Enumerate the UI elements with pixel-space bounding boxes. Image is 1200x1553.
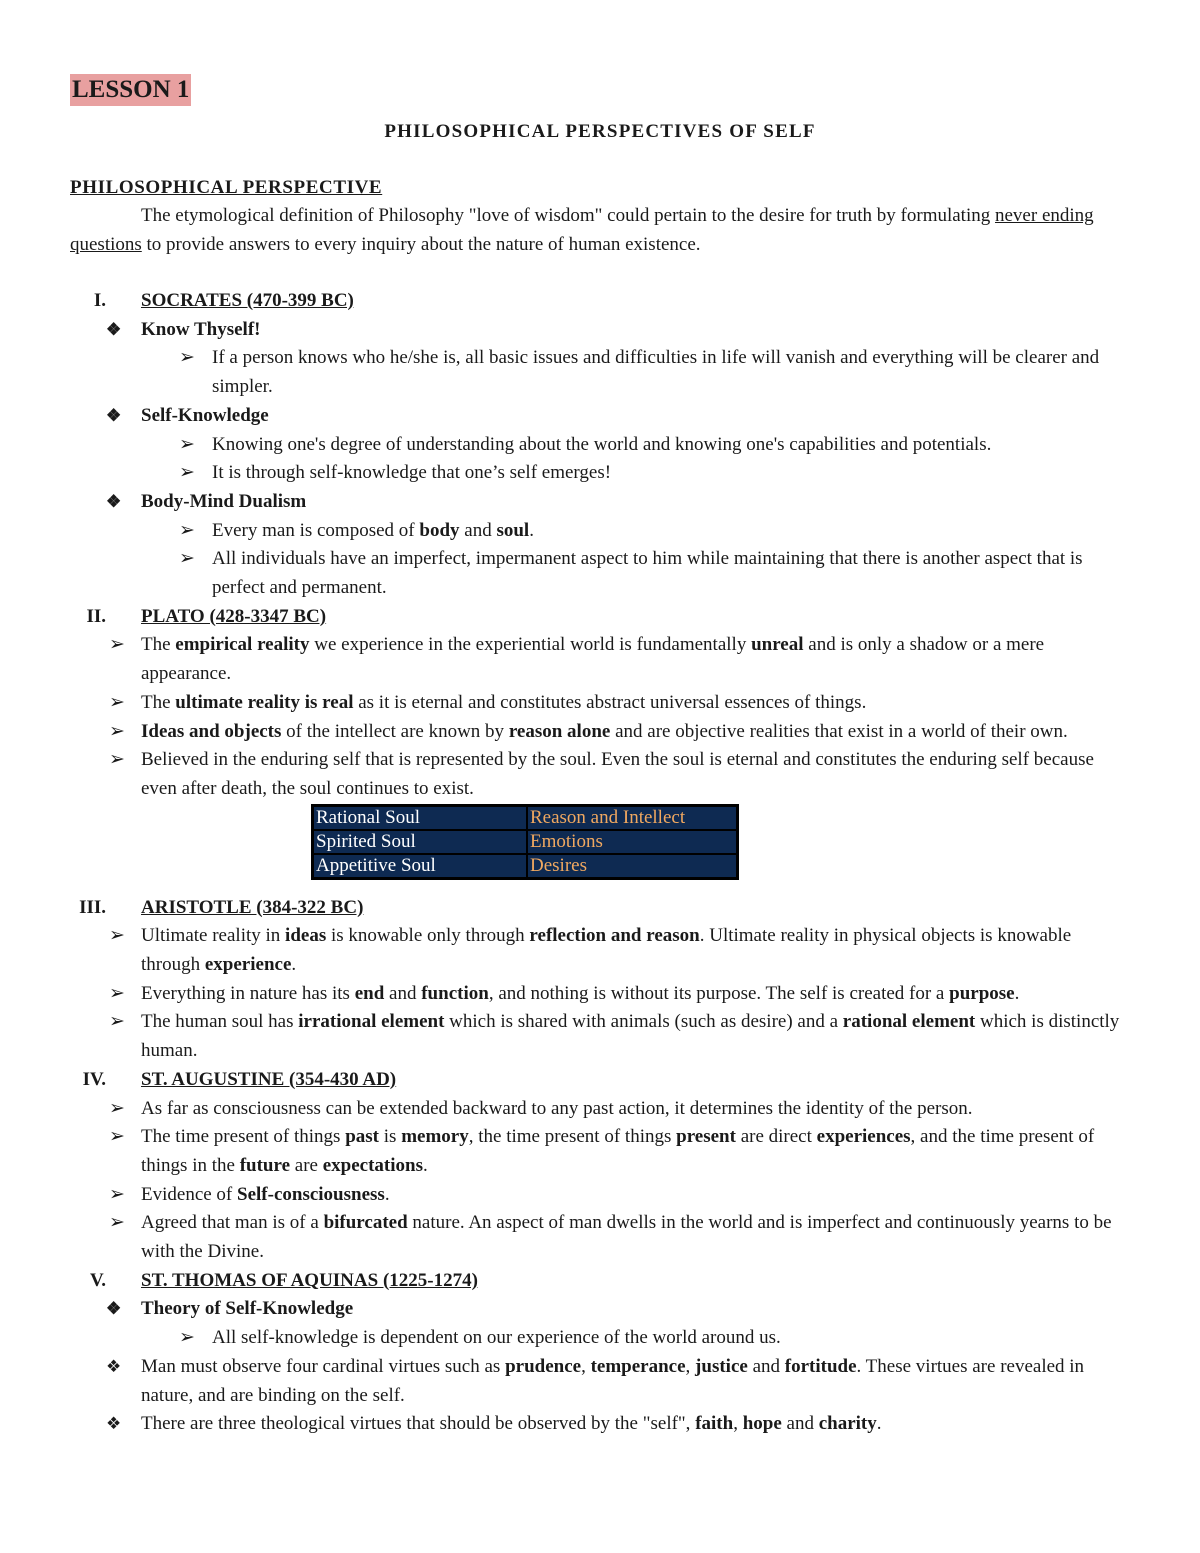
intro-text-2: to provide answers to every inquiry about the nature of human existence. <box>141 233 701 255</box>
bold-text: experience <box>204 954 292 976</box>
section-title: SOCRATES (470-399 BC) <box>141 290 354 311</box>
list-item <box>0 1353 1121 1410</box>
spacer <box>0 880 1200 894</box>
list-item <box>0 718 1121 747</box>
subhead-label: Body-Mind Dualism <box>141 490 307 512</box>
lesson-label: LESSON 1 <box>70 74 191 106</box>
bold-text: fortitude <box>784 1355 857 1377</box>
diamond-bullet-icon: ❖ <box>106 1356 122 1376</box>
bold-text: bifurcated <box>323 1212 408 1234</box>
text-run: , and nothing is without its purpose. The self is created for a <box>488 982 950 1004</box>
section-augustine <box>0 1066 1200 1095</box>
bold-text: hope <box>742 1413 782 1435</box>
text-run: which is shared with animals (such as desire) and a <box>444 1011 843 1033</box>
arrow-bullet-icon: ➢ <box>109 1183 125 1205</box>
text-run: are <box>290 1154 323 1176</box>
list-item-text: All individuals have an imperfect, impermanent aspect to him while maintaining that there is another aspect that is perfect and permanent. <box>212 548 1083 599</box>
bold-text: ultimate reality is real <box>175 691 354 713</box>
arrow-bullet-icon: ➢ <box>109 691 125 713</box>
intro-underlined-text: never ending questions <box>70 205 1094 255</box>
text-run: and <box>459 519 497 541</box>
text-run: Agreed that man is of a <box>141 1212 324 1234</box>
arrow-bullet-icon: ➢ <box>109 634 125 656</box>
subhead-item <box>0 402 1121 431</box>
bold-text: purpose <box>949 982 1015 1004</box>
list-item-text: As far as consciousness can be extended backward to any past action, it determines the identity of the person. <box>141 1097 973 1119</box>
text-run: . <box>422 1154 428 1176</box>
table-row <box>313 830 738 854</box>
table-cell: Reason and Intellect <box>527 805 738 830</box>
list-item <box>0 689 1121 718</box>
content <box>0 287 1200 1439</box>
text-run: There are three theological virtues that should be observed by the "self", <box>141 1413 696 1435</box>
bold-text: temperance <box>590 1355 686 1377</box>
text-run: and is only a shadow or a mere appearance. <box>141 634 1045 685</box>
bold-text: end <box>354 982 385 1004</box>
text-run: . <box>876 1413 882 1435</box>
bold-text: future <box>239 1154 291 1176</box>
text-run: The time present of things <box>141 1126 346 1148</box>
text-run: we experience in the experiential world is fundamentally <box>309 634 752 656</box>
intro-paragraph <box>70 202 1120 259</box>
text-run: Every man is composed of <box>212 519 420 541</box>
text-run: The human soul has <box>141 1011 299 1033</box>
diamond-bullet-icon: ❖ <box>106 405 122 425</box>
text-run: is <box>379 1126 402 1148</box>
arrow-bullet-icon: ➢ <box>179 548 195 570</box>
section-title: PLATO (428-3347 BC) <box>141 605 327 627</box>
table-cell: Desires <box>527 854 738 879</box>
text-run: Everything in nature has its <box>141 982 355 1004</box>
text-run: are direct <box>735 1126 817 1148</box>
arrow-bullet-icon: ➢ <box>179 347 195 369</box>
list-item <box>0 344 1122 401</box>
section-socrates <box>0 287 1200 316</box>
section-number: V. <box>89 1269 106 1291</box>
arrow-bullet-icon: ➢ <box>109 1126 125 1148</box>
section-aristotle <box>0 894 1200 923</box>
list-item <box>0 459 1122 488</box>
arrow-bullet-icon: ➢ <box>109 1212 125 1234</box>
list-item <box>0 1324 1122 1353</box>
text-run: . Ultimate reality in physical objects is knowable through <box>141 925 1072 976</box>
list-item <box>0 1209 1121 1266</box>
bold-text: empirical reality <box>175 634 310 656</box>
list-item <box>0 545 1122 602</box>
text-run: The <box>141 634 176 656</box>
text-run: as it is eternal and constitutes abstract universal essences of things. <box>353 691 867 713</box>
bold-text: rational element <box>842 1011 976 1033</box>
text-run: of the intellect are known by <box>281 720 509 742</box>
text-run: and <box>384 982 422 1004</box>
list-item <box>0 746 1121 803</box>
diamond-bullet-icon: ❖ <box>106 1299 122 1319</box>
text-run: and are objective realities that exist in a world of their own. <box>610 720 1068 742</box>
text-run: nature. An aspect of man dwells in the world and is imperfect and continuously yearns to be with the Divine. <box>141 1212 1112 1263</box>
subhead-label: Know Thyself! <box>141 318 261 340</box>
text-run: , <box>733 1413 743 1435</box>
arrow-bullet-icon: ➢ <box>109 1097 125 1119</box>
list-item <box>0 517 1122 546</box>
bold-text: irrational element <box>298 1011 445 1033</box>
text-run: The <box>141 691 176 713</box>
bold-text: past <box>345 1126 380 1148</box>
arrow-bullet-icon: ➢ <box>179 1327 195 1349</box>
table-row <box>313 854 738 879</box>
section-number: IV. <box>82 1068 106 1090</box>
subhead-item <box>0 316 1121 345</box>
arrow-bullet-icon: ➢ <box>109 749 125 771</box>
bold-text: expectations <box>322 1154 423 1176</box>
text-run: which is distinctly human. <box>141 1011 1120 1062</box>
text-run: Ultimate reality in <box>141 925 286 947</box>
subhead-item <box>0 1295 1121 1324</box>
bold-text: soul <box>496 519 530 541</box>
diamond-bullet-icon: ❖ <box>106 319 122 339</box>
diamond-bullet-icon: ❖ <box>106 491 122 511</box>
soul-table <box>311 804 739 880</box>
bold-text: unreal <box>751 634 804 656</box>
bold-text: function <box>421 982 489 1004</box>
subhead-label: Self-Knowledge <box>141 404 269 426</box>
text-run: . <box>1014 982 1020 1004</box>
list-item-text: All self-knowledge is dependent on our experience of the world around us. <box>212 1327 781 1349</box>
section-plato <box>0 603 1200 632</box>
text-run: Man must observe four cardinal virtues such as <box>141 1355 506 1377</box>
table-cell: Appetitive Soul <box>313 854 528 879</box>
bold-text: experiences <box>816 1126 911 1148</box>
bold-text: charity <box>818 1413 877 1435</box>
arrow-bullet-icon: ➢ <box>179 462 195 484</box>
text-run: is knowable only through <box>326 925 530 947</box>
table-cell: Spirited Soul <box>313 830 528 854</box>
section-number: III. <box>79 896 106 918</box>
list-item <box>0 922 1121 979</box>
text-run: Evidence of <box>141 1183 238 1205</box>
list-item <box>0 1181 1121 1210</box>
text-run: . <box>529 519 534 541</box>
bold-text: Ideas and objects <box>141 720 282 742</box>
arrow-bullet-icon: ➢ <box>179 519 195 541</box>
bold-text: justice <box>695 1355 748 1377</box>
arrow-bullet-icon: ➢ <box>109 982 125 1004</box>
bold-text: body <box>419 519 460 541</box>
table-cell: Rational Soul <box>313 805 528 830</box>
section-number: I. <box>93 290 106 311</box>
list-item-text: Knowing one's degree of understanding about the world and knowing one's capabilities and potentials. <box>212 433 992 455</box>
text-run: , the time present of things <box>468 1126 677 1148</box>
section-title: ST. THOMAS OF AQUINAS (1225-1274) <box>141 1269 478 1291</box>
bold-text: prudence <box>505 1355 582 1377</box>
bold-text: faith <box>695 1413 734 1435</box>
bold-text: reason alone <box>508 720 611 742</box>
list-item <box>0 631 1121 688</box>
list-item <box>0 1095 1121 1124</box>
table-cell: Emotions <box>527 830 738 854</box>
arrow-bullet-icon: ➢ <box>109 1011 125 1033</box>
table-row <box>313 805 738 830</box>
text-run: , <box>581 1355 591 1377</box>
section-title: ST. AUGUSTINE (354-430 AD) <box>141 1068 397 1090</box>
list-item-text: Believed in the enduring self that is represented by the soul. Even the soul is eternal and constitutes the enduring self because even after death, the soul continues to exist. <box>141 749 1094 799</box>
bold-text: Self-consciousness <box>237 1183 385 1205</box>
list-item <box>0 1123 1121 1180</box>
intro-text-1: The etymological definition of Philosophy "love of wisdom" could pertain to the desire for truth by formulating <box>141 205 995 226</box>
list-item <box>0 1410 1121 1439</box>
section-aquinas <box>0 1267 1200 1296</box>
bold-text: memory <box>401 1126 469 1148</box>
section-number: II. <box>86 605 106 627</box>
text-run: and <box>781 1413 819 1435</box>
page-title: PHILOSOPHICAL PERSPECTIVES OF SELF <box>384 121 816 142</box>
list-item <box>0 1008 1121 1065</box>
text-run: , and the time present of things in the <box>141 1126 1095 1176</box>
bold-text: present <box>676 1126 736 1148</box>
list-item <box>0 431 1122 460</box>
arrow-bullet-icon: ➢ <box>179 433 195 455</box>
diamond-bullet-icon: ❖ <box>106 1414 122 1434</box>
text-run: , <box>685 1355 696 1377</box>
arrow-bullet-icon: ➢ <box>109 720 125 742</box>
subhead-label: Theory of Self-Knowledge <box>141 1298 354 1320</box>
list-item-text: If a person knows who he/she is, all basic issues and difficulties in life will vanish and everything will be clearer and simpler. <box>212 347 1100 398</box>
bold-text: reflection and reason <box>529 925 700 947</box>
text-run: . These virtues are revealed in nature, and are binding on the self. <box>141 1355 1085 1406</box>
list-item-text: It is through self-knowledge that one’s self emerges! <box>212 462 612 484</box>
bold-text: ideas <box>285 925 327 947</box>
list-item <box>0 980 1121 1009</box>
section-heading: PHILOSOPHICAL PERSPECTIVE <box>70 177 383 198</box>
section-title: ARISTOTLE (384-322 BC) <box>141 896 364 918</box>
text-run: and <box>747 1355 785 1377</box>
text-run: . <box>384 1183 390 1205</box>
text-run: . <box>291 954 297 976</box>
subhead-item <box>0 488 1121 517</box>
arrow-bullet-icon: ➢ <box>109 925 125 947</box>
